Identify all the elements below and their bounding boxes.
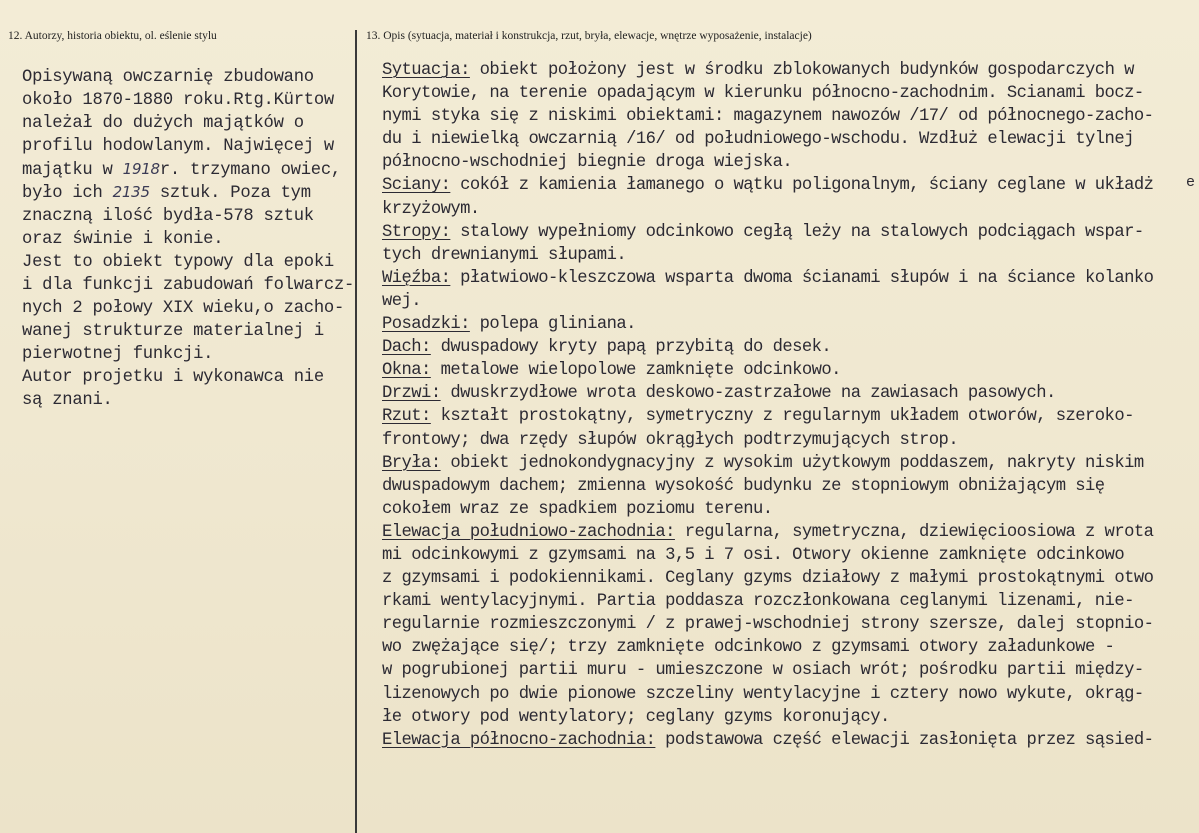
field-label: Rzut: [382,407,431,427]
line-text: i dla funkcji zabudowań folwarcz- [22,275,355,295]
line-text: nych 2 połowy XIX wieku,o zacho- [22,298,345,318]
line-text: dwuspadowym dachem; zmienna wysokość budynku ze stopniowym obniżającym się [382,476,1105,496]
history-text [22,66,354,412]
line-text: oraz świnie i konie. [22,229,224,249]
line-text: du i niewielką owczarnią /16/ od południowego-wschodu. Wzdłuż elewacji tylnej [382,130,1134,150]
field-label: Posadzki: [382,315,470,335]
description-line [382,636,1153,659]
line-text: wanej strukturze materialnej i [22,322,324,342]
section-13-heading: 13. Opis (sytuacja, materiał i konstrukcja, rzut, bryła, elewacje, wnętrze wyposażenie, instalacje) [366,30,812,42]
description-line [382,659,1153,682]
description-line [382,128,1153,151]
field-label: Okna: [382,361,431,381]
description-line [382,544,1153,567]
line-text: z gzymsami i podokiennikami. Ceglany gzyms działowy z małymi prostokątnymi otwo [382,569,1154,589]
description-line [382,567,1153,590]
line-text: r. trzymano owiec, [159,161,341,181]
line-text: obiekt jednokondygnacyjny z wysokim użytkowym poddaszem, nakryty niskim [440,453,1144,473]
line-text: profilu hodowlanym. Najwięcej w [22,137,334,157]
line-text: regularna, symetryczna, dziewięcioosiowa z wrota [674,522,1154,542]
line-text: Autor projetku i wykonawca nie [22,368,324,388]
line-text: w pogrubionej partii muru - umieszczone w osiach wrót; pośrodku partii między- [382,661,1144,681]
line-text: było ich [22,184,113,204]
line-text: dwuskrzydłowe wrota deskowo-zastrzałowe na zawiasach pasowych. [440,384,1056,404]
field-label: Elewacja południowo-zachodnia: [382,522,675,542]
line-text: obiekt położony jest w środku zblokowanych budynków gospodarczych w [469,61,1134,80]
handwritten-number: 2135 [112,183,150,202]
line-text: około 1870-1880 roku.Rtg.Kürtow [22,91,334,111]
line-text: cokół z kamienia łamanego o wątku poligonalnym, ściany ceglane w układż [450,176,1154,196]
line-text: lizenowych po dwie pionowe szczeliny wentylacyjne i cztery nowo wykute, okrąg- [382,684,1144,704]
description-line [382,475,1153,498]
line-text: wej. [382,291,422,311]
description-line [382,313,1153,336]
description-line [382,498,1153,521]
description-line [382,590,1153,613]
history-line [22,66,354,89]
history-line [22,251,354,274]
line-text: płatwiowo-kleszczowa wsparta dwoma ścianami słupów i na ściance kolanko [450,268,1154,288]
line-text: północno-wschodniej biegnie droga wiejska. [382,153,793,173]
history-line [22,274,354,297]
line-text: mi odcinkowymi z gzymsami na 3,5 i 7 osi. Otwory okienne zamknięte odcinkowo [382,545,1125,565]
history-line [22,112,354,135]
description-line [382,613,1153,636]
line-text: regularnie rozmieszczonymi / z prawej-wschodniej strony szersze, dalej stopnio- [382,615,1154,635]
line-text: polepa gliniana. [469,315,636,335]
description-line [382,521,1153,544]
history-line [22,135,354,158]
line-text: wo zwężające się/; trzy zamknięte odcinkowo z gzymsami otwory załadunkowe - [382,638,1115,658]
section-12-heading: 12. Autorzy, historia obiektu, ol. eślenie stylu [8,30,217,42]
line-text: rkami wentylacyjnymi. Partia poddasza rozczłonkowana ceglanymi lizenami, nie- [382,592,1134,612]
description-line [382,267,1153,290]
column-divider [355,30,357,833]
line-text: są znani. [22,391,113,411]
line-text: nymi styka się z niskimi obiektami: magazynem nawozów /17/ od północnego-zacho- [382,107,1154,127]
history-line [22,389,354,412]
field-label: Elewacja północno-zachodnia: [382,730,656,750]
line-text: sztuk. Poza tym [149,184,311,204]
field-label: Bryła: [382,453,441,473]
line-text: podstawowa część elewacji zasłonięta przez sąsied- [655,730,1154,750]
field-label: Więźba: [382,268,451,288]
line-text: metalowe wielopolowe zamknięte odcinkowo. [430,361,841,381]
history-line [22,320,354,343]
description-line [382,174,1153,197]
description-line [382,382,1153,405]
line-text: stalowy wypełniomy odcinkowo cegłą leży na stalowych podciągach wspar- [450,222,1144,242]
history-line [22,228,354,251]
line-text: Jest to obiekt typowy dla epoki [22,252,334,272]
description-line [382,290,1153,313]
description-line [382,706,1153,729]
field-label: Sytuacja: [382,61,470,80]
description-line [382,429,1153,452]
description-line [382,405,1153,428]
description-line [382,452,1153,475]
history-line [22,181,354,204]
line-text: znaczną ilość bydła-578 sztuk [22,206,314,226]
line-text: frontowy; dwa rzędy słupów okrągłych podtrzymujących strop. [382,430,959,450]
history-line [22,158,354,181]
description-line [382,151,1153,174]
line-text: łe otwory pod wentylatory; ceglany gzyms koronujący. [382,707,890,727]
description-line [382,359,1153,382]
description-line [382,336,1153,359]
description-line [382,729,1153,752]
description-line [382,59,1153,82]
history-line [22,297,354,320]
field-label: Dach: [382,338,431,358]
history-line [22,89,354,112]
history-line [22,343,354,366]
description-text [382,59,1153,752]
description-line [382,683,1153,706]
field-label: Sciany: [382,176,451,196]
field-label: Drzwi: [382,384,441,404]
line-text: dwuspadowy kryty papą przybitą do desek. [430,338,832,358]
description-line [382,221,1153,244]
line-text: cokołem wraz ze spadkiem poziomu terenu. [382,499,773,519]
line-text: tych drewnianymi słupami. [382,245,627,265]
line-text: kształt prostokątny, symetryczny z regularnym układem otworów, szeroko- [430,407,1134,427]
stray-typed-mark: e [1186,174,1196,191]
line-text: majątku w [22,161,123,181]
description-line [382,198,1153,221]
line-text: należał do dużych majątków o [22,114,304,134]
description-line [382,82,1153,105]
line-text: Korytowie, na terenie opadającym w kierunku północno-zachodnim. Scianami bocz- [382,84,1144,104]
history-line [22,366,354,389]
line-text: Opisywaną owczarnię zbudowano [22,68,314,87]
history-line [22,205,354,228]
field-label: Stropy: [382,222,451,242]
line-text: pierwotnej funkcji. [22,345,214,365]
description-line [382,105,1153,128]
line-text: krzyżowym. [382,199,480,219]
description-line [382,244,1153,267]
handwritten-number: 1918 [122,160,160,179]
